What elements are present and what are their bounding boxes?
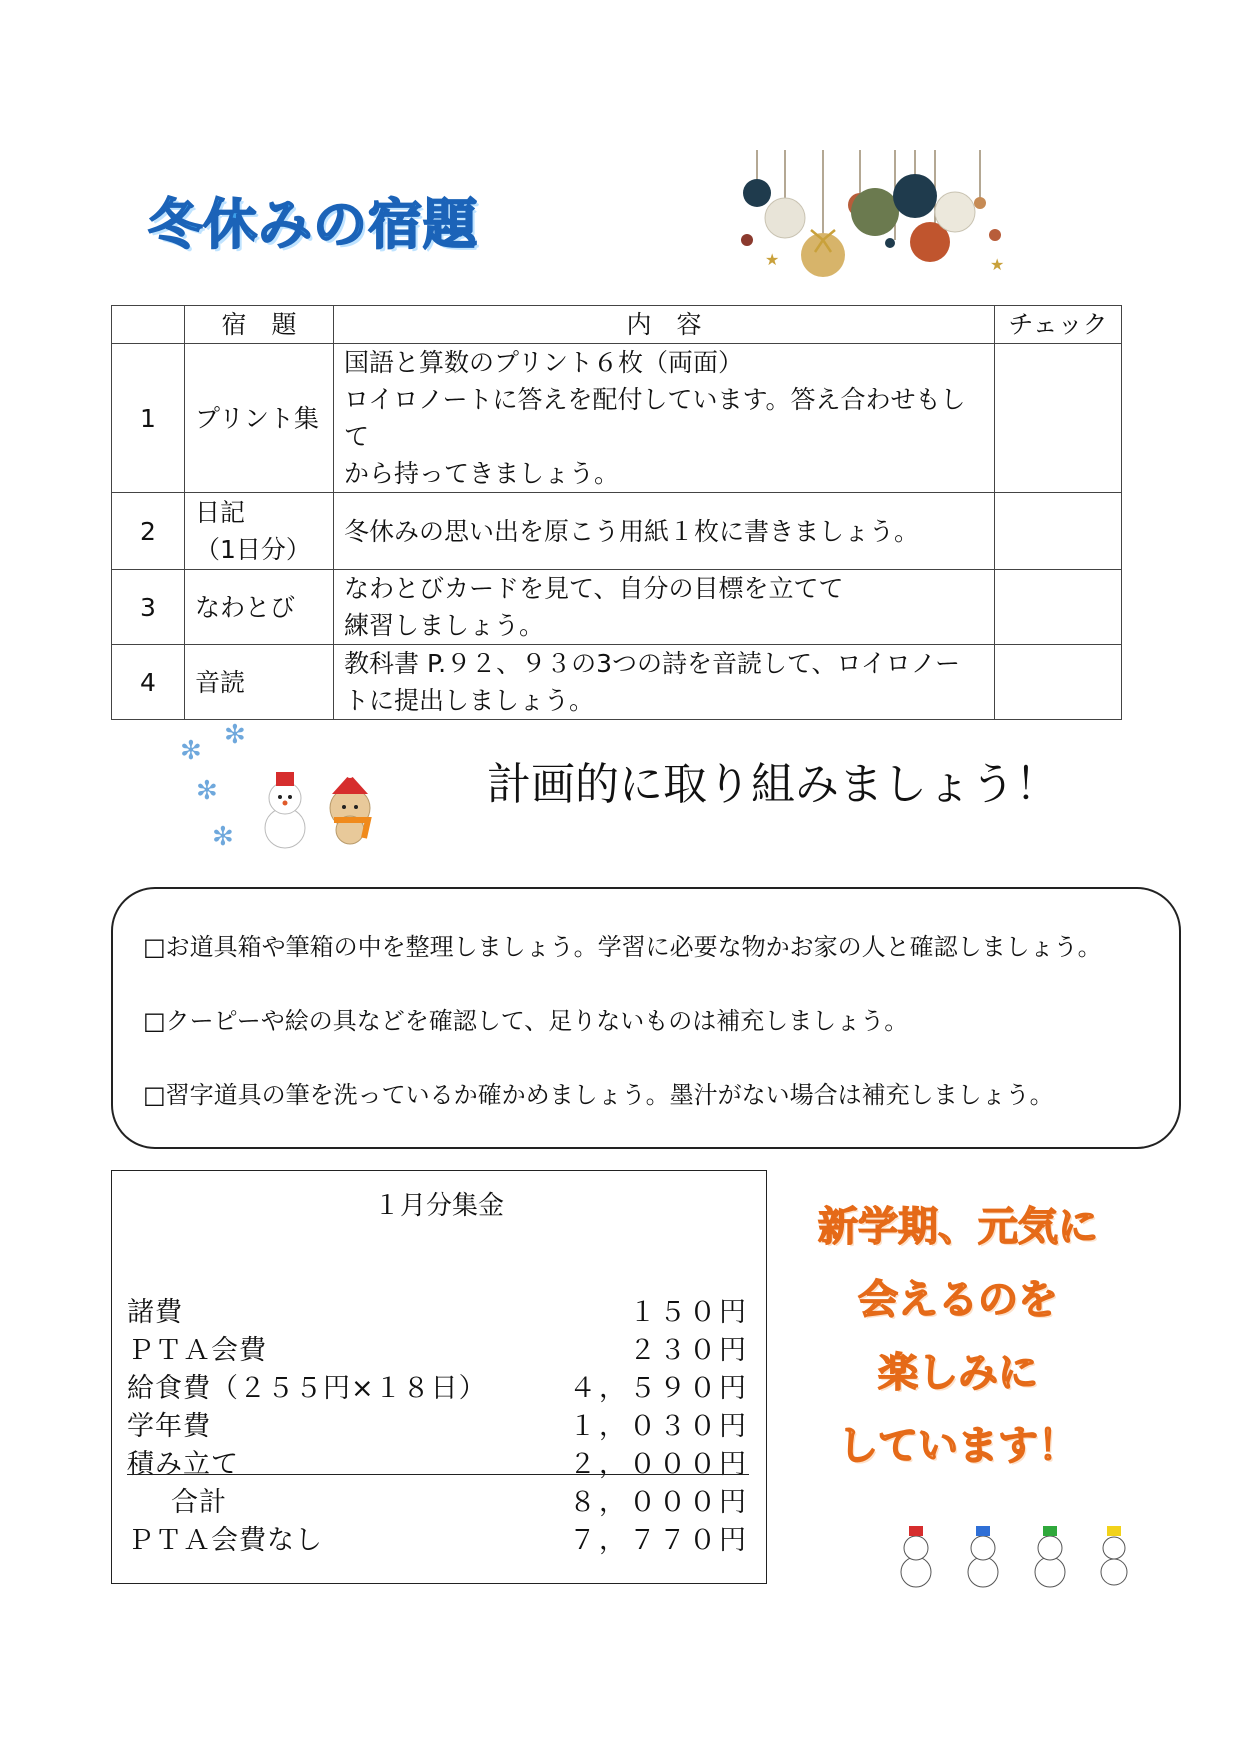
header-content: 内 容	[334, 306, 995, 344]
collection-title: １月分集金	[373, 1191, 504, 1221]
row-item: 音読	[185, 645, 334, 720]
check-cell[interactable]	[995, 344, 1122, 493]
content-line: から持ってきましょう。	[344, 459, 620, 488]
table-row	[112, 645, 1122, 720]
fee-amount: １，０３０円	[569, 1411, 749, 1442]
closing-line: 新学期、元気に	[818, 1204, 1098, 1250]
fee-label: ＰＴＡ会費	[127, 1335, 267, 1366]
total-divider	[127, 1474, 749, 1475]
snowman-and-dog-illustration	[250, 760, 390, 850]
table-row	[112, 570, 1122, 645]
row-item: プリント集	[185, 344, 334, 493]
fee-amount: ４，５９０円	[569, 1373, 749, 1404]
snowman-icon	[901, 1526, 931, 1587]
fee-amount: １５０円	[629, 1297, 749, 1328]
header-check: チェック	[995, 306, 1122, 344]
row-content	[334, 344, 995, 493]
row-content	[334, 645, 995, 720]
snowmen-illustration	[888, 1522, 1128, 1592]
fee-label: 学年費	[127, 1411, 211, 1442]
fee-row	[127, 1366, 749, 1404]
snowflake-icon: ✻	[212, 822, 234, 852]
snowman-icon	[1101, 1526, 1127, 1585]
row-content	[334, 570, 995, 645]
total-amount: ８，０００円	[569, 1487, 749, 1518]
row-number: 4	[112, 645, 185, 720]
check-cell[interactable]	[995, 645, 1122, 720]
fee-label: 諸費	[127, 1297, 183, 1328]
fee-label: ＰＴＡ会費なし	[127, 1525, 323, 1556]
snowman-icon	[968, 1526, 998, 1587]
fee-row	[127, 1518, 749, 1556]
closing-line: しています！	[838, 1423, 1078, 1469]
total-label: 合計	[171, 1487, 227, 1518]
total-row	[127, 1480, 749, 1518]
content-line: 国語と算数のプリント６枚（両面）	[344, 348, 744, 377]
fee-label: 積み立て	[127, 1449, 239, 1480]
row-number: 2	[112, 493, 185, 570]
fee-amount: ２，０００円	[569, 1449, 749, 1480]
content-line: 教科書 P.９２、９３の3つの詩を音読して、ロイロノー	[344, 649, 960, 678]
check-cell[interactable]	[995, 493, 1122, 570]
fee-label: 給食費（２５５円×１８日）	[127, 1373, 487, 1404]
check-cell[interactable]	[995, 570, 1122, 645]
content-line: ロイロノートに答えを配付しています。答え合わせもして	[344, 385, 966, 451]
table-row	[112, 493, 1122, 570]
snowflake-icon: ✻	[196, 776, 218, 806]
table-header-row	[112, 306, 1122, 344]
table-row	[112, 344, 1122, 493]
content-line: トに提出しましょう。	[344, 686, 595, 715]
header-number	[112, 306, 185, 344]
svg-text:★: ★	[990, 255, 1005, 274]
snowflake-icon: ✻	[224, 720, 246, 750]
row-number: 1	[112, 344, 185, 493]
ornaments-illustration	[735, 150, 1035, 282]
row-item: なわとび	[185, 570, 334, 645]
homework-table	[111, 305, 1122, 720]
closing-line: 楽しみに	[878, 1350, 1038, 1396]
header-homework: 宿 題	[185, 306, 334, 344]
fee-amount: ７，７７０円	[569, 1525, 749, 1556]
item-line: 日記	[195, 498, 246, 527]
svg-text:★: ★	[765, 250, 780, 269]
slogan: 計画的に取り組みましょう！	[487, 759, 1059, 810]
checklist-box	[111, 887, 1181, 1149]
row-number: 3	[112, 570, 185, 645]
row-item	[185, 493, 334, 570]
page-title: 冬休みの宿題	[148, 193, 478, 256]
snowman-icon	[1035, 1526, 1065, 1587]
snowflake-icon: ✻	[180, 736, 202, 766]
item-line: （1日分）	[195, 535, 311, 564]
content-line: 冬休みの思い出を原こう用紙１枚に書きましょう。	[344, 516, 920, 546]
fee-row	[127, 1404, 749, 1442]
row-content	[334, 493, 995, 570]
content-line: 練習しましょう。	[344, 611, 545, 640]
checklist-item[interactable]: □お道具箱や筆箱の中を整理しましょう。学習に必要な物かお家の人と確認しましょう。	[143, 933, 1102, 961]
closing-line: 会えるのを	[858, 1277, 1058, 1323]
content-line: なわとびカードを見て、自分の目標を立てて	[344, 574, 844, 603]
fee-row	[127, 1328, 749, 1366]
fee-row	[127, 1290, 749, 1328]
fee-amount: ２３０円	[629, 1335, 749, 1366]
checklist-item[interactable]: □クーピーや絵の具などを確認して、足りないものは補充しましょう。	[143, 1007, 909, 1035]
checklist-item[interactable]: □習字道具の筆を洗っているか確かめましょう。墨汁がない場合は補充しましょう。	[143, 1081, 1054, 1109]
